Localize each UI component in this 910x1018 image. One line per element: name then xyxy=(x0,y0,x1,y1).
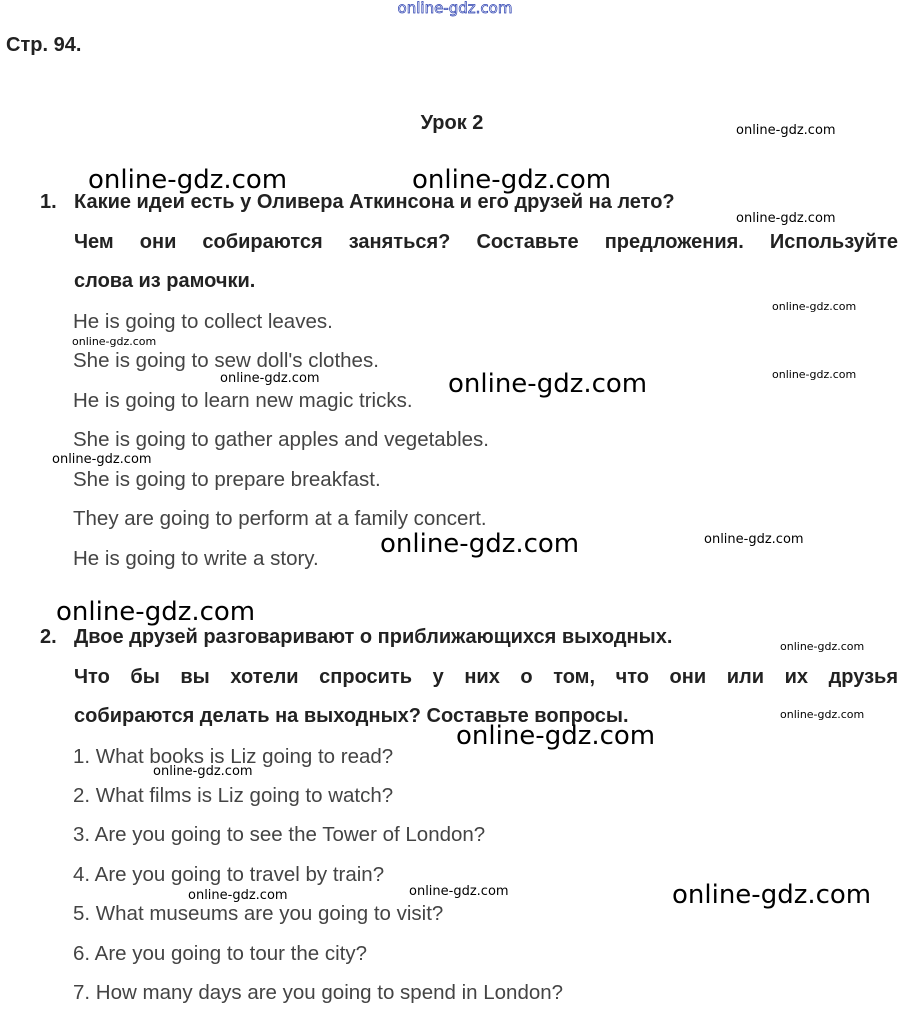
exercise-1-answer: He is going to learn new magic tricks. xyxy=(73,389,413,412)
exercise-2-task-line: собираются делать на выходных? Составьте вопросы. xyxy=(74,705,629,727)
exercise-2-answer: 7. How many days are you going to spend in London? xyxy=(73,981,564,1004)
watermark: online-gdz.com xyxy=(704,532,804,547)
exercise-1-answer: She is going to gather apples and vegetables. xyxy=(73,428,489,451)
watermark: online-gdz.com xyxy=(772,300,857,313)
watermark: online-gdz.com xyxy=(380,529,580,559)
exercise-2-number: 2. xyxy=(40,626,57,648)
exercise-1-task-line: слова из рамочки. xyxy=(74,270,256,292)
exercise-1-answer: They are going to perform at a family concert. xyxy=(73,507,487,530)
exercise-1-answer: She is going to sew doll's clothes. xyxy=(73,349,379,372)
exercise-1-task-line: Чем они собираются заняться? Составьте предложения. Используйте xyxy=(74,231,898,253)
watermark: online-gdz.com xyxy=(780,708,865,721)
watermark: online-gdz.com xyxy=(772,368,857,381)
watermark-top: online-gdz.com xyxy=(397,0,513,17)
watermark: online-gdz.com xyxy=(72,335,157,348)
exercise-2-answer: 6. Are you going to tour the city? xyxy=(73,942,368,965)
watermark: online-gdz.com xyxy=(153,764,253,779)
watermark: online-gdz.com xyxy=(220,371,320,386)
exercise-1-answer: He is going to collect leaves. xyxy=(73,310,333,333)
exercise-2-answer: 3. Are you going to see the Tower of London? xyxy=(73,823,486,846)
exercise-2-answer: 1. What books is Liz going to read? xyxy=(73,745,394,768)
watermark: online-gdz.com xyxy=(409,884,509,899)
exercise-1-number: 1. xyxy=(40,191,57,213)
watermark: online-gdz.com xyxy=(412,165,612,195)
watermark: online-gdz.com xyxy=(88,165,288,195)
watermark: online-gdz.com xyxy=(52,452,152,467)
watermark: online-gdz.com xyxy=(736,211,836,226)
watermark: online-gdz.com xyxy=(456,721,656,751)
watermark: online-gdz.com xyxy=(188,888,288,903)
watermark: online-gdz.com xyxy=(672,880,872,910)
watermark: online-gdz.com xyxy=(736,123,836,138)
lesson-title: Урок 2 xyxy=(420,112,484,134)
exercise-2-task-line: Что бы вы хотели спросить у них о том, что они или их друзья xyxy=(74,666,898,688)
exercise-2-answer: 5. What museums are you going to visit? xyxy=(73,902,444,925)
watermark: online-gdz.com xyxy=(56,597,256,627)
page-number: Стр. 94. xyxy=(6,34,82,56)
exercise-2-task-line: Двое друзей разговаривают о приближающихся выходных. xyxy=(74,626,673,648)
watermark: online-gdz.com xyxy=(780,640,865,653)
exercise-1-task-line: Какие идеи есть у Оливера Аткинсона и его друзей на лето? xyxy=(74,191,675,213)
exercise-1-answer: She is going to prepare breakfast. xyxy=(73,468,381,491)
watermark: online-gdz.com xyxy=(448,369,648,399)
exercise-2-answer: 2. What films is Liz going to watch? xyxy=(73,784,394,807)
exercise-1-answer: He is going to write a story. xyxy=(73,547,319,570)
exercise-2-answer: 4. Are you going to travel by train? xyxy=(73,863,385,886)
